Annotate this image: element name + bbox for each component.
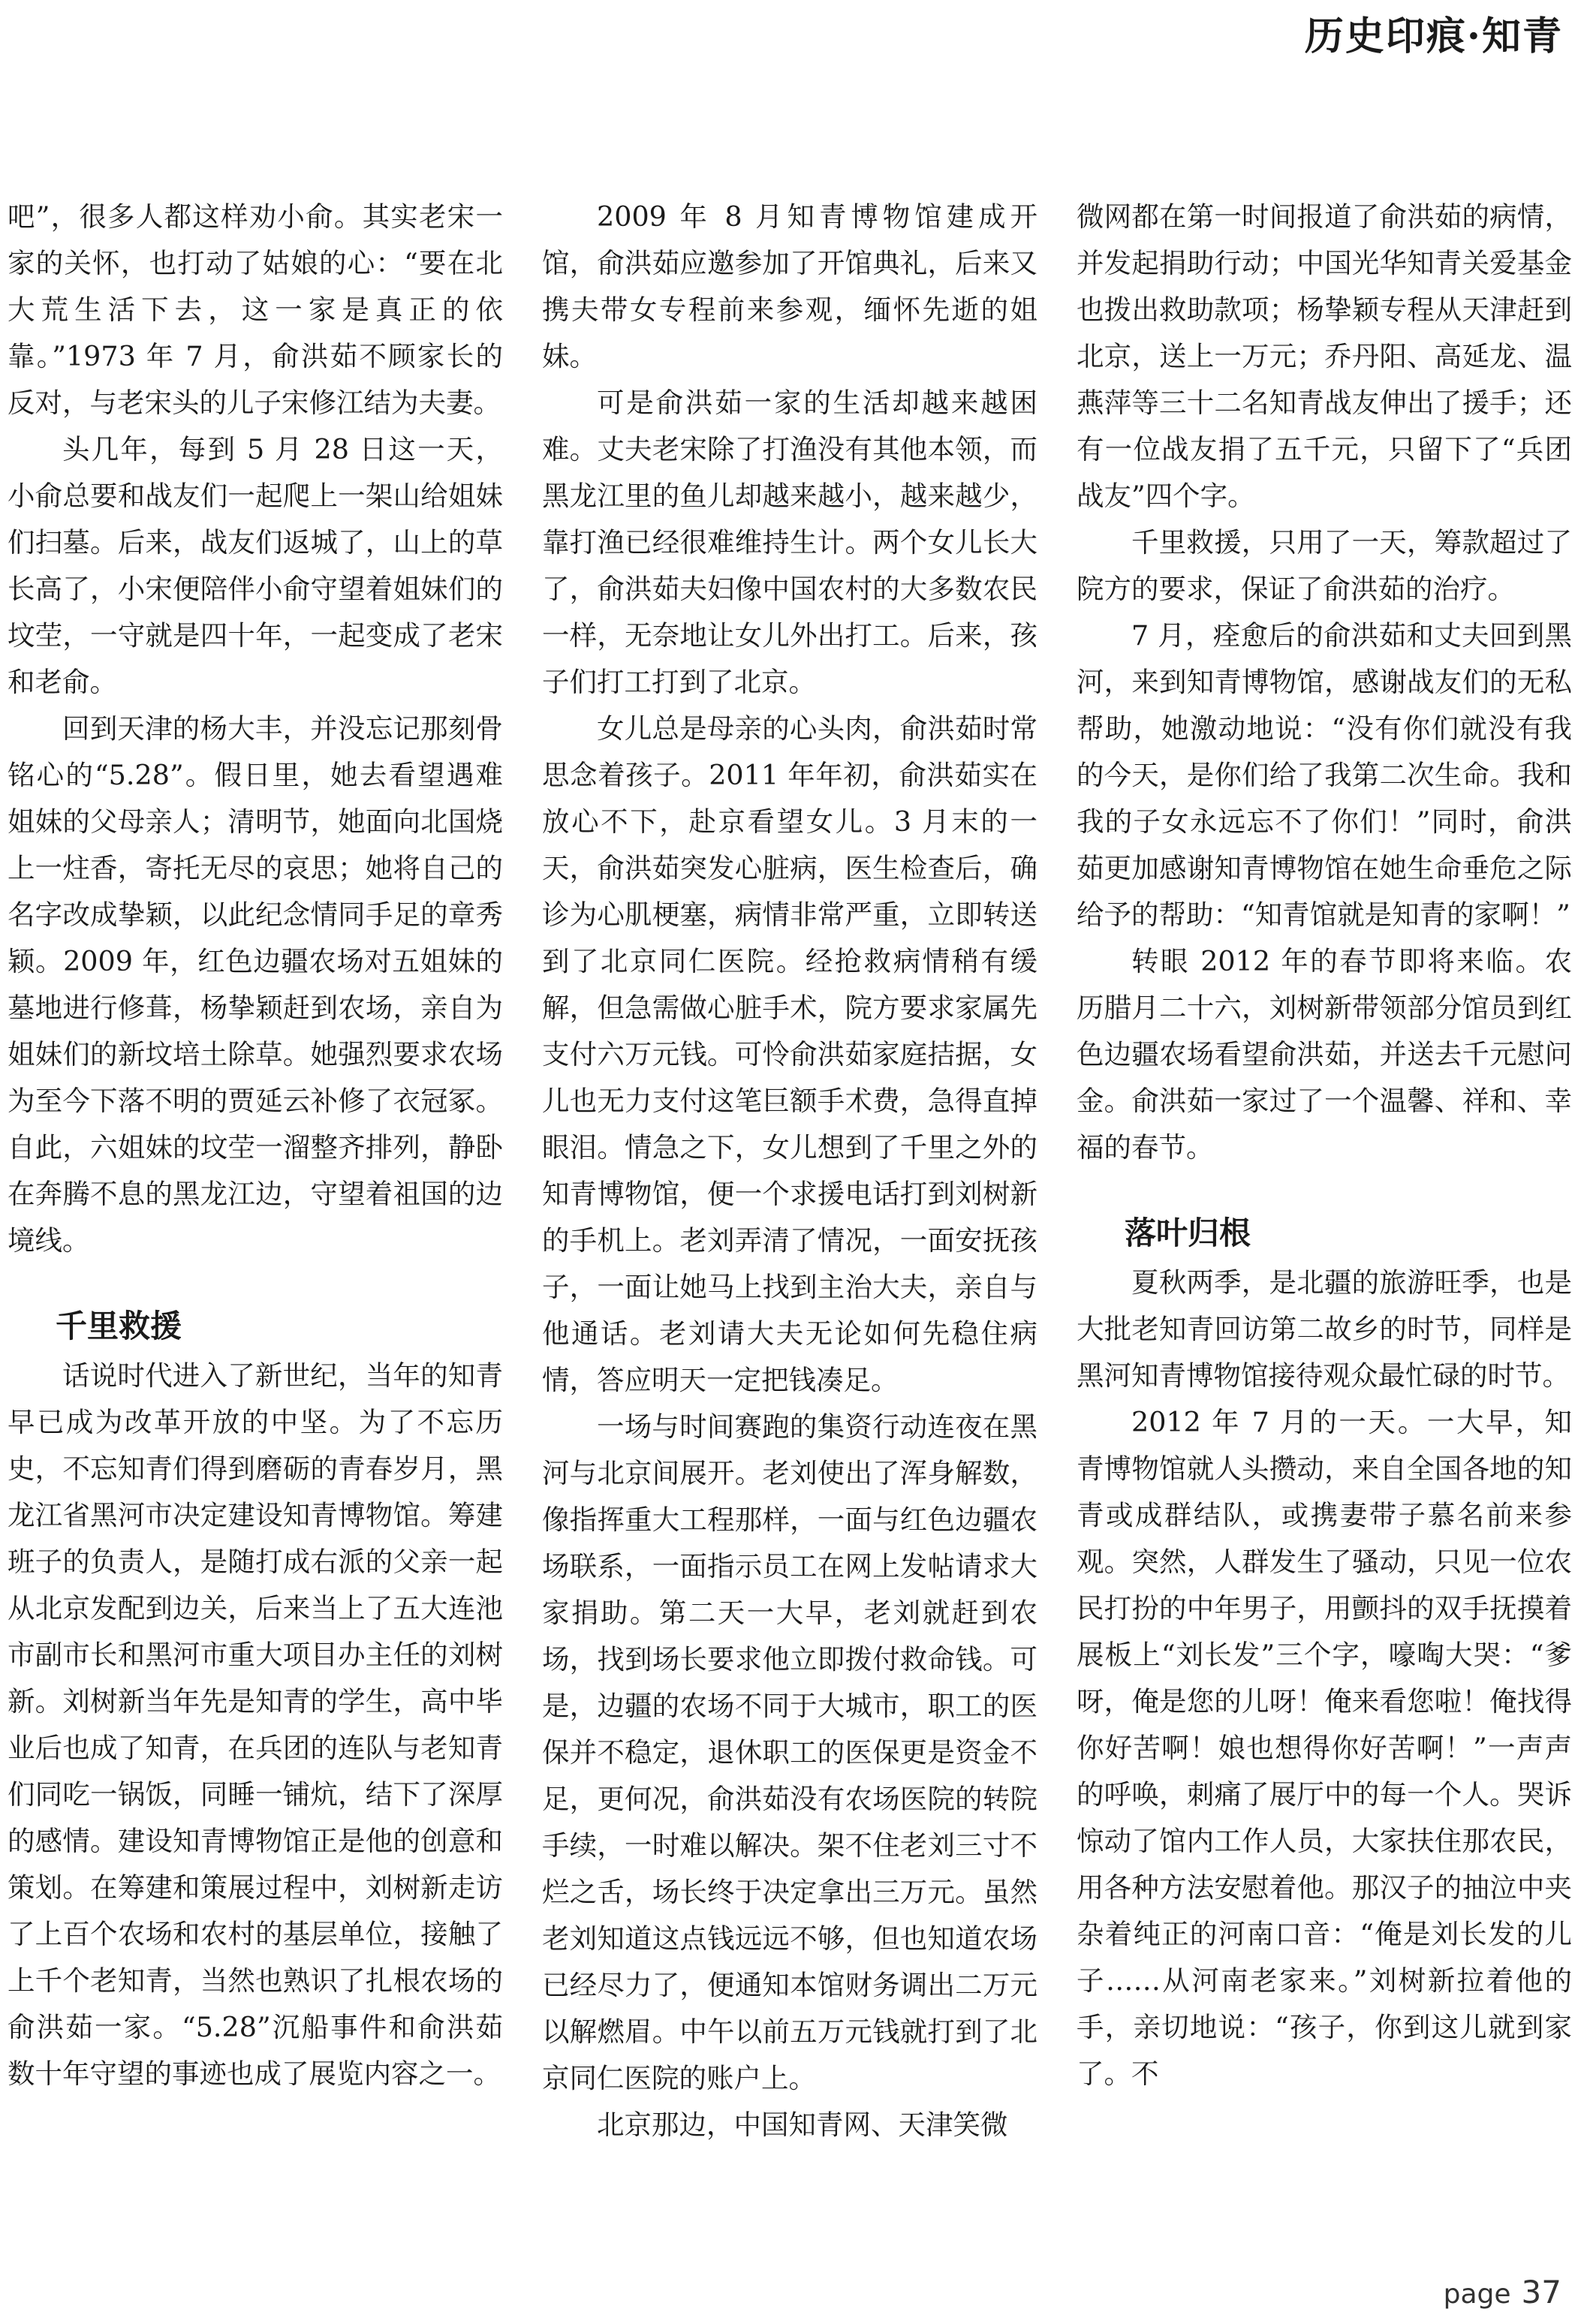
paragraph: 话说时代进入了新世纪，当年的知青早已成为改革开放的中坚。为了不忘历史，不忘知青们得到磨砺的青春岁月，黑龙江省黑河市决定建设知青博物馆。筹建班子的负责人，是随打成右派的父亲一起从北京发配到边关，后来当上了五大连池市副市长和黑河市重大项目办主任的刘树新。刘树新当年先是知青的学生，高中毕业后也成了知青，在兵团的连队与老知青们同吃一锅饭，同睡一铺炕，结下了深厚的感情。建设知青博物馆正是他的创意和策划。在筹建和策展过程中，刘树新走访了上百个农场和农村的基层单位，接触了上千个老知青，当然也熟识了扎根农场的俞洪茹一家。“5.28”沉船事件和俞洪茹数十年守望的事迹也成了展览内容之一。: [8, 1359, 503, 2090]
paragraph: 2012 年 7 月的一天。一大早，知青博物馆就人头攒动，来自全国各地的知青或成群结队，或携妻带子慕名前来参观。突然，人群发生了骚动，只见一位农民打扮的中年男子，用颤抖的双手抚摸着展板上“刘长发”三个字，嚎啕大哭：“爹呀，俺是您的儿呀！俺来看您啦！俺找得你好苦啊！娘也想得你好苦啊！”一声声的呼唤，刺痛了展厅中的每一个人。哭诉惊动了馆内工作人员，大家扶住那农民，用各种方法安慰着他。那汉子的抽泣中夹杂着纯正的河南口音：“俺是刘长发的儿子……从河南老家来。”刘树新拉着他的手，亲切地说：“孩子，你到这儿就到家了。不: [1077, 1406, 1572, 2090]
paragraph: 一场与时间赛跑的集资行动连夜在黑河与北京间展开。老刘使出了浑身解数，像指挥重大工程那样，一面与红色边疆农场联系，一面指示员工在网上发帖请求大家捐助。第二天一大早，老刘就赶到农场，找到场长要求他立即拨付救命钱。可是，边疆的农场不同于大城市，职工的医保并不稳定，退休职工的医保更是资金不足，更何况，俞洪茹没有农场医院的转院手续，一时难以解决。架不住老刘三寸不烂之舌，场长终于决定拿出三万元。虽然老刘知道这点钱远远不够，但也知道农场已经尽力了，便通知本馆财务调出二万元以解燃眉。中午以前五万元钱就打到了北京同仁医院的账户上。: [542, 1410, 1037, 2094]
paragraph: 回到天津的杨大丰，并没忘记那刻骨铭心的“5.28”。假日里，她去看望遇难姐妹的父母亲人；清明节，她面向北国烧上一炷香，寄托无尽的哀思；她将自己的名字改成挚颖，以此纪念情同手足的章秀颖。2009 年，红色边疆农场对五姐妹的墓地进行修葺，杨挚颖赶到农场，亲自为姐妹们的新坟培土除草。她强烈要求农场为至今下落不明的贾延云补修了衣冠冢。自此，六姐妹的坟茔一溜整齐排列，静卧在奔腾不息的黑龙江边，守望着祖国的边境线。: [8, 712, 503, 1257]
text-column-3: [1077, 194, 1572, 2097]
paragraph: 微网都在第一时间报道了俞洪茹的病情，并发起捐助行动；中国光华知青关爱基金也拨出救助款项；杨挚颖专程从天津赶到北京，送上一万元；乔丹阳、高延龙、温燕萍等三十二名知青战友伸出了援手；还有一位战友捐了五千元，只留下了“兵团战友”四个字。: [1077, 200, 1572, 512]
text-column-2: [542, 194, 1037, 2148]
paragraph: 7 月，痊愈后的俞洪茹和丈夫回到黑河，来到知青博物馆，感谢战友们的无私帮助，她激动地说：“没有你们就没有我的今天，是你们给了我第二次生命。我和我的子女永远忘不了你们！”同时，俞洪茹更加感谢知青博物馆在她生命垂危之际给予的帮助：“知青馆就是知青的家啊！”: [1077, 619, 1572, 931]
paragraph: 女儿总是母亲的心头肉，俞洪茹时常思念着孩子。2011 年年初，俞洪茹实在放心不下，赴京看望女儿。3 月末的一天，俞洪茹突发心脏病，医生检查后，确诊为心肌梗塞，病情非常严重，立即转送到了北京同仁医院。经抢救病情稍有缓解，但急需做心脏手术，院方要求家属先支付六万元钱。可怜俞洪茹家庭拮据，女儿也无力支付这笔巨额手术费，急得直掉眼泪。情急之下，女儿想到了千里之外的知青博物馆，便一个求援电话打到刘树新的手机上。老刘弄清了情况，一面安抚孩子，一面让她马上找到主治大夫，亲自与他通话。老刘请大夫无论如何先稳住病情，答应明天一定把钱凑足。: [542, 712, 1037, 1396]
paragraph: 千里救援，只用了一天，筹款超过了院方的要求，保证了俞洪茹的治疗。: [1077, 526, 1572, 605]
page-number: 37: [1521, 2274, 1561, 2310]
paragraph: 转眼 2012 年的春节即将来临。农历腊月二十六，刘树新带领部分馆员到红色边疆农场看望俞洪茹，并送去千元慰问金。俞洪茹一家过了一个温馨、祥和、幸福的春节。: [1077, 945, 1572, 1164]
section-heading-thousand-mile-rescue: 千里救援: [56, 1308, 182, 1344]
text-column-1: [8, 194, 503, 2097]
paragraph: 2009 年 8 月知青博物馆建成开馆，俞洪茹应邀参加了开馆典礼，后来又携夫带女专程前来参观，缅怀先逝的姐妹。: [542, 200, 1037, 372]
paragraph: 可是俞洪茹一家的生活却越来越困难。丈夫老宋除了打渔没有其他本领，而黑龙江里的鱼儿却越来越小，越来越少，靠打渔已经很难维持生计。两个女儿长大了，俞洪茹夫妇像中国农村的大多数农民一样，无奈地让女儿外出打工。后来，孩子们打工打到了北京。: [542, 387, 1037, 698]
page-label: page: [1443, 2279, 1511, 2310]
section-heading-falling-leaves-return: 落叶归根: [1125, 1215, 1251, 1251]
paragraph: 吧”，很多人都这样劝小俞。其实老宋一家的关怀，也打动了姑娘的心：“要在北大荒生活下去，这一家是真正的依靠。”1973 年 7 月，俞洪茹不顾家长的反对，与老宋头的儿子宋修江结为夫妻。: [8, 200, 503, 419]
paragraph: 夏秋两季，是北疆的旅游旺季，也是大批老知青回访第二故乡的时节，同样是黑河知青博物馆接待观众最忙碌的时节。: [1077, 1266, 1572, 1392]
paragraph: 北京那边，中国知青网、天津笑微: [597, 2109, 1008, 2141]
paragraph: 头几年，每到 5 月 28 日这一天，小俞总要和战友们一起爬上一架山给姐妹们扫墓。后来，战友们返城了，山上的草长高了，小宋便陪伴小俞守望着姐妹们的坟茔，一守就是四十年，一起变成了老宋和老俞。: [8, 433, 503, 698]
page-folio: [1444, 2274, 1561, 2310]
section-header: 历史印痕·知青: [1304, 14, 1563, 59]
